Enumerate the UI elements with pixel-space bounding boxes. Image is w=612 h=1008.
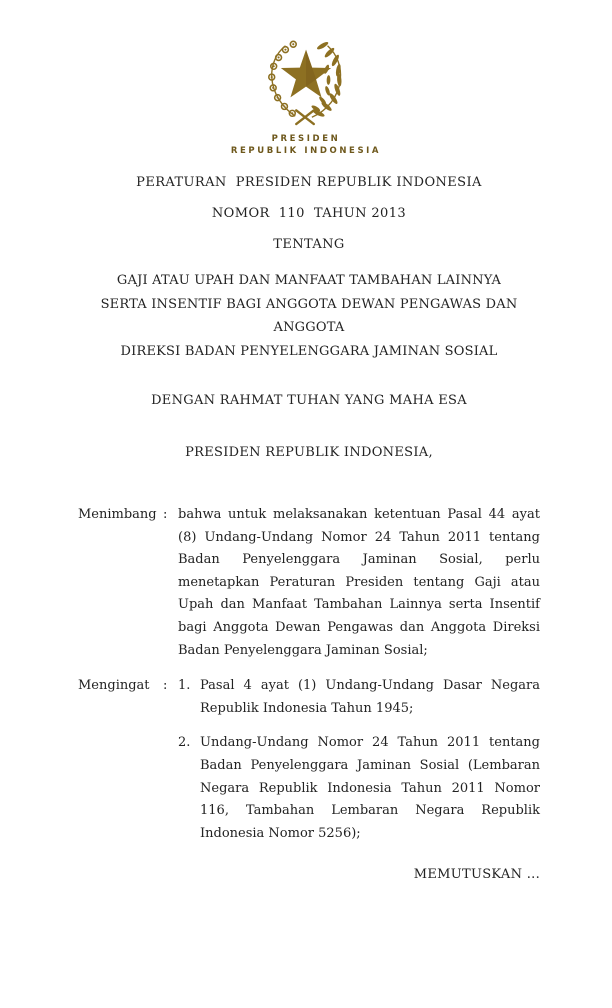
considering-text: bahwa untuk melaksanakan ketentuan Pasal 44 ayat (8) Undang-Undang Nomor 24 Tahun 2011 tentang Badan Penyelenggara Jaminan Sosial, perlu menetapkan Peraturan Presiden tentang Gaji atau Upah dan Manfaat Tambahan Lainnya serta Insentif bagi Anggota Dewan Pengawas dan Anggota Direksi Badan Penyelenggara Jaminan Sosial; [178,507,540,658]
presidential-star-wreath-icon [247,33,365,127]
continuation-catchword: MEMUTUSKAN ... [413,867,540,883]
considering-label: Menimbang [78,507,157,522]
cotton-branch-icon [269,41,296,116]
emblem-caption-line2: REPUBLIK INDONESIA [230,146,382,156]
recalling-item-1-text: Pasal 4 ayat (1) Undang-Undang Dasar Negara Republik Indonesia Tahun 1945; [200,678,540,716]
considering-clause [78,504,540,662]
emblem-caption-line1: PRESIDEN [271,134,341,144]
presidential-emblem [72,33,540,157]
regulation-title: PERATURAN PRESIDEN REPUBLIK INDONESIA [136,175,482,190]
crossed-stems-icon [296,110,314,124]
recalling-items [178,675,540,845]
recalling-item-1-number: 1. [178,678,191,694]
recalling-item-1 [178,675,540,720]
invocation-line: DENGAN RAHMAT TUHAN YANG MAHA ESA [151,393,467,408]
recalling-item-2-text: Undang-Undang Nomor 24 Tahun 2011 tentang Badan Penyelenggara Jaminan Sosial (Lembaran Negara Republik Indonesia Tahun 2011 Nomor 116, Tambahan Lembaran Negara Republik Indonesia Nomor 5256); [200,735,540,841]
issuer-line: PRESIDEN REPUBLIK INDONESIA, [185,445,433,460]
subject-line-3: DIREKSI BADAN PENYELENGGARA JAMINAN SOSIAL [120,343,498,359]
regulation-heading [78,176,540,252]
recalling-item-2 [178,732,540,845]
recalling-clause [78,675,540,845]
emblem-caption [72,133,540,157]
regulation-about-label: TENTANG [273,237,345,252]
regulation-subject [78,269,540,363]
considering-colon: : [163,507,168,522]
subject-line-2: SERTA INSENTIF BAGI ANGGOTA DEWAN PENGAWAS DAN ANGGOTA [100,296,518,335]
recalling-colon: : [163,678,168,694]
recalling-item-2-number: 2. [178,735,191,751]
regulation-number: NOMOR 110 TAHUN 2013 [211,206,407,221]
recalling-label: Mengingat [78,678,150,694]
subject-line-1: GAJI ATAU UPAH DAN MANFAAT TAMBAHAN LAINNYA [116,273,502,288]
